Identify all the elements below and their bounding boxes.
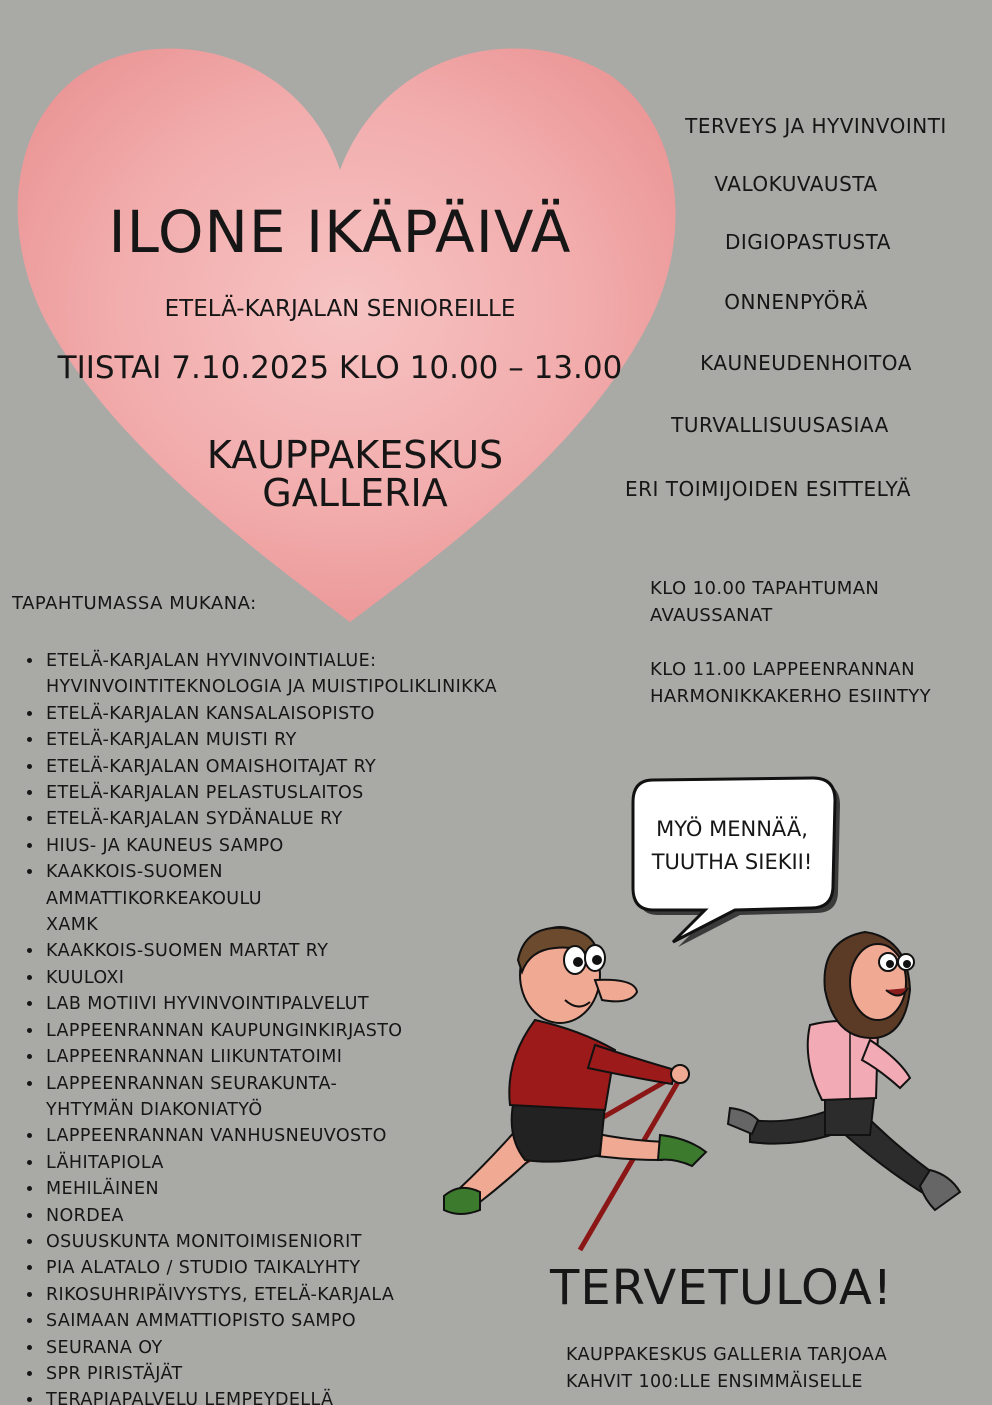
list-item: • ETELÄ-KARJALAN OMAISHOITAJAT RY — [44, 754, 584, 780]
list-item: • ETELÄ-KARJALAN SYDÄNALUE RY — [44, 806, 584, 832]
venue — [100, 433, 610, 515]
welcome-heading: TERVETULOA! — [550, 1260, 894, 1316]
list-item: • KUULOXI — [44, 965, 584, 991]
activity-item: VALOKUVAUSTA — [714, 172, 878, 196]
venue-line-2: GALLERIA — [262, 471, 448, 515]
event-datetime: TIISTAI 7.10.2025 KLO 10.00 – 13.00 — [57, 350, 623, 386]
page-title: ILONE IKÄPÄIVÄ — [108, 198, 572, 266]
list-item: • ETELÄ-KARJALAN PELASTUSLAITOS — [44, 780, 584, 806]
activity-item: KAUNEUDENHOITOA — [700, 351, 912, 375]
activity-item: TURVALLISUUSASIAA — [671, 413, 889, 437]
list-item: • SPR PIRISTÄJÄT — [44, 1361, 584, 1387]
list-item: • LAPPEENRANNAN KAUPUNGINKIRJASTO — [44, 1018, 584, 1044]
list-item: • LAB MOTIIVI HYVINVOINTIPALVELUT — [44, 991, 584, 1017]
list-item: • RIKOSUHRIPÄIVYSTYS, ETELÄ-KARJALA — [44, 1282, 584, 1308]
footer-note: KAUPPAKESKUS GALLERIA TARJOAA KAHVIT 100:LLE ENSIMMÄISELLE — [566, 1345, 888, 1392]
list-item: • SAIMAAN AMMATTIOPISTO SAMPO — [44, 1308, 584, 1334]
list-item: • OSUUSKUNTA MONITOIMISENIORIT — [44, 1229, 584, 1255]
list-item: • KAAKKOIS-SUOMEN MARTAT RY — [44, 938, 584, 964]
schedule-item: KLO 11.00 LAPPEENRANNAN HARMONIKKAKERHO ESIINTYY — [650, 659, 932, 707]
list-item: • ETELÄ-KARJALAN KANSALAISOPISTO — [44, 701, 584, 727]
speech-bubble-text — [632, 813, 832, 879]
speech-line-2: TUUTHA SIEKII! — [651, 850, 813, 874]
list-item: • ETELÄ-KARJALAN HYVINVOINTIALUE: HYVINVOINTITEKNOLOGIA JA MUISTIPOLIKLINIKKA — [44, 648, 584, 701]
speech-line-1: MYÖ MENNÄÄ, — [656, 817, 808, 841]
list-item: • LAPPEENRANNAN SEURAKUNTA-YHTYMÄN DIAKONIATYÖ — [44, 1071, 376, 1124]
activity-item: DIGIOPASTUSTA — [725, 230, 891, 254]
list-item: • TERAPIAPALVELU LEMPEYDELLÄ — [44, 1387, 584, 1405]
list-item: • KAAKKOIS-SUOMEN AMMATTIKORKEAKOULU XAMK — [44, 859, 316, 938]
list-item: • MEHILÄINEN — [44, 1176, 584, 1202]
schedule-item: KLO 10.00 TAPAHTUMAN AVAUSSANAT — [650, 578, 880, 626]
list-item: • SEURANA OY — [44, 1335, 584, 1361]
list-item: • HIUS- JA KAUNEUS SAMPO — [44, 833, 584, 859]
figures-illustration — [430, 920, 970, 1260]
participants-heading: TAPAHTUMASSA MUKANA: — [12, 593, 257, 614]
subtitle: ETELÄ-KARJALAN SENIOREILLE — [164, 296, 516, 322]
list-item: • PIA ALATALO / STUDIO TAIKALYHTY — [44, 1255, 584, 1281]
activity-item: ERI TOIMIJOIDEN ESITTELYÄ — [625, 477, 911, 501]
venue-line-1: KAUPPAKESKUS — [206, 433, 504, 477]
list-item: • NORDEA — [44, 1203, 584, 1229]
activity-item: TERVEYS JA HYVINVOINTI — [685, 114, 947, 138]
list-item: • LAPPEENRANNAN LIIKUNTATOIMI — [44, 1044, 584, 1070]
list-item: • ETELÄ-KARJALAN MUISTI RY — [44, 727, 584, 753]
list-item: • LÄHITAPIOLA — [44, 1150, 584, 1176]
list-item: • LAPPEENRANNAN VANHUSNEUVOSTO — [44, 1123, 584, 1149]
walking-man-icon — [444, 927, 706, 1250]
running-woman-icon — [728, 932, 960, 1210]
activity-item: ONNENPYÖRÄ — [724, 290, 868, 314]
